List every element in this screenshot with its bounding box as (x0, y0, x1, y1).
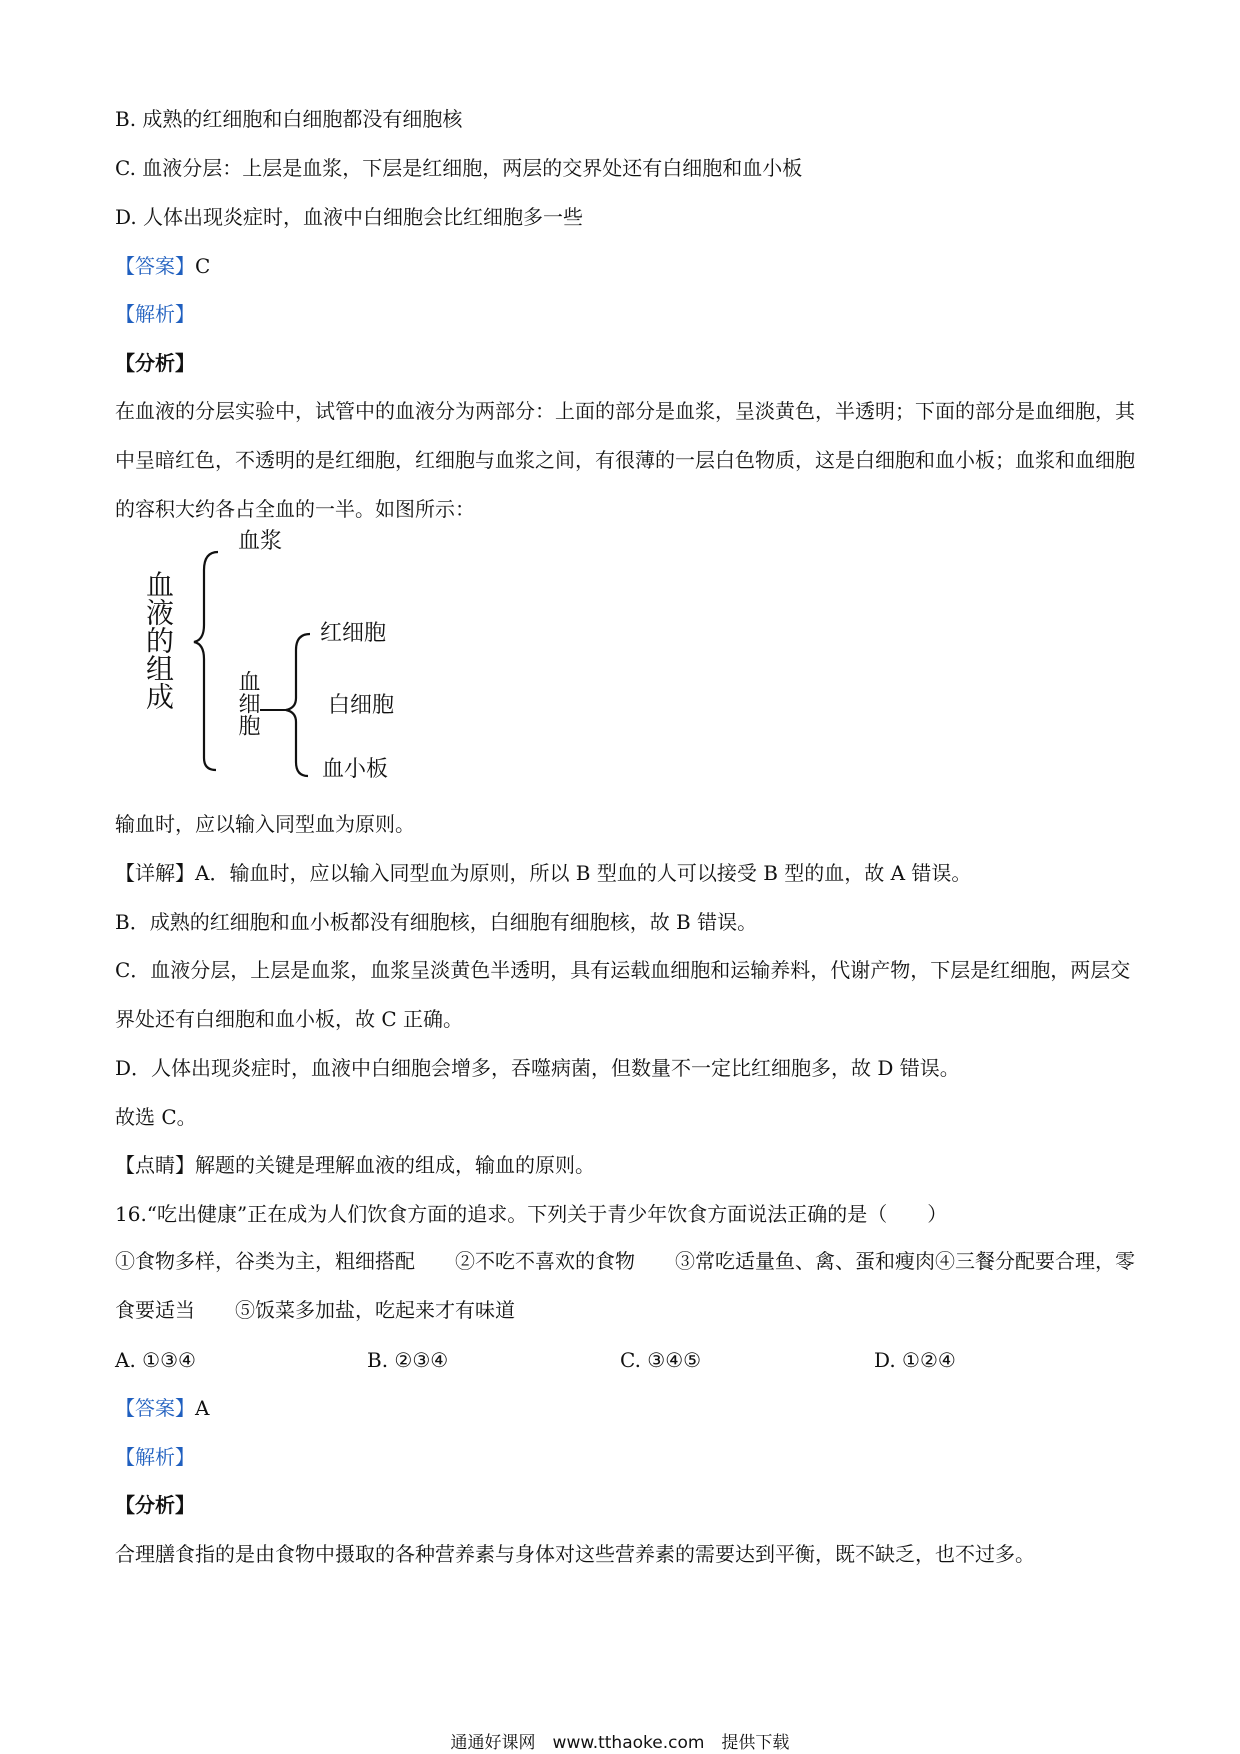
q16-option-a: A. ①③④ (115, 1348, 196, 1372)
q16-option-d: D. ①②④ (874, 1348, 956, 1372)
answer-tag: 【答案】 (115, 1396, 195, 1420)
q15-jiexi-tag: 【解析】 (115, 302, 195, 326)
q16-option-b: B. ②③④ (367, 1348, 449, 1372)
diagram-plasma-label: 血浆 (238, 529, 283, 554)
page-footer: 通通好课网 www.tthaoke.com 提供下载 (450, 1733, 790, 1753)
q15-dianjing: 【点睛】解题的关键是理解血液的组成，输血的原则。 (115, 1153, 595, 1177)
q16-jiexi-tag: 【解析】 (115, 1445, 195, 1469)
q15-choose: 故选 C。 (115, 1105, 197, 1129)
answer-tag: 【答案】 (115, 254, 195, 278)
q16-stem: 16.“吃出健康”正在成为人们饮食方面的追求。下列关于青少年饮食方面说法正确的是（ ） (115, 1202, 948, 1226)
q15-transfusion-note: 输血时，应以输入同型血为原则。 (115, 812, 415, 836)
q15-detail-d: D．人体出现炎症时，血液中白细胞会增多，吞噬病菌，但数量不一定比红细胞多，故 D 错误。 (115, 1056, 960, 1080)
answer-value: A (195, 1396, 210, 1420)
q15-option-b: B. 成熟的红细胞和白细胞都没有细胞核 (115, 107, 463, 131)
diagram-root-label: 血液的组成 (142, 570, 175, 710)
q15-detail-b: B．成熟的红细胞和血小板都没有细胞核，白细胞有细胞核，故 B 错误。 (115, 910, 758, 934)
q15-option-c: C. 血液分层：上层是血浆，下层是红细胞，两层的交界处还有白细胞和血小板 (115, 156, 803, 180)
diagram-cells-label: 血细胞 (235, 670, 260, 736)
q15-fenxi-text: 在血液的分层实验中，试管中的血液分为两部分：上面的部分是血浆，呈淡黄色，半透明；下面的部分是血细胞，其中呈暗红色，不透明的是红细胞，红细胞与血浆之间，有很薄的一层白色物质，这是白细胞和血小板；血浆和血细胞的容积大约各占全血的一半。如图所示： (115, 399, 1135, 521)
blood-composition-diagram (140, 530, 460, 790)
q16-answer (115, 1395, 1135, 1421)
answer-value: C (195, 254, 211, 278)
diagram-platelet-label: 血小板 (322, 757, 389, 782)
q15-fenxi-tag: 【分析】 (115, 351, 195, 375)
diagram-wbc-label: 白细胞 (328, 693, 395, 718)
q16-statements: ①食物多样，谷类为主，粗细搭配 ②不吃不喜欢的食物 ③常吃适量鱼、禽、蛋和瘦肉④三餐分配要合理，零食要适当 ⑤饭菜多加盐，吃起来才有味道 (115, 1249, 1135, 1322)
q15-option-d: D. 人体出现炎症时，血液中白细胞会比红细胞多一些 (115, 205, 584, 229)
q15-answer (115, 253, 1135, 279)
brace-lines (140, 530, 460, 790)
q15-detail-a: 【详解】A．输血时，应以输入同型血为原则，所以 B 型血的人可以接受 B 型的血，故 A 错误。 (115, 861, 972, 885)
q16-fenxi-text: 合理膳食指的是由食物中摄取的各种营养素与身体对这些营养素的需要达到平衡，既不缺乏，也不过多。 (115, 1542, 1035, 1566)
q15-detail-c: C．血液分层，上层是血浆，血浆呈淡黄色半透明，具有运载血细胞和运输养料，代谢产物，下层是红细胞，两层交界处还有白细胞和血小板，故 C 正确。 (115, 958, 1131, 1031)
q16-option-c: C. ③④⑤ (620, 1348, 702, 1372)
diagram-rbc-label: 红细胞 (320, 621, 387, 646)
q16-fenxi-tag: 【分析】 (115, 1493, 195, 1517)
